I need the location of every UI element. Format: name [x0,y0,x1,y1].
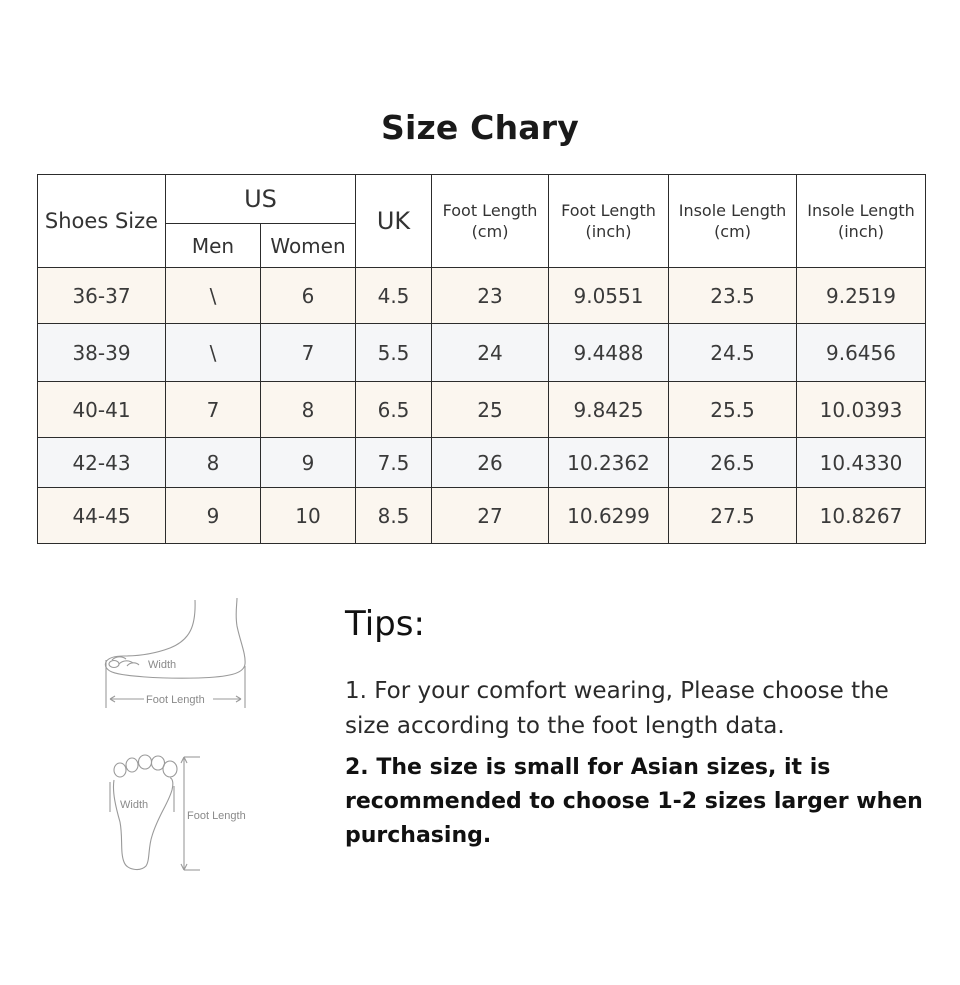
cell-uk: 8.5 [356,488,432,544]
foot-length-label: Foot Length [187,810,246,822]
cell-uk: 7.5 [356,438,432,488]
cell-insole-length-cm: 25.5 [669,382,797,438]
cell-foot-length-inch: 9.0551 [549,268,669,324]
tips-heading: Tips: [345,604,425,644]
cell-us-women: 6 [261,268,356,324]
cell-us-men: 8 [166,438,261,488]
tip-comfort: 1. For your comfort wearing, Please choose the size according to the foot length data. [345,678,889,739]
width-label: Width [120,799,149,811]
width-label: Width [148,659,177,671]
header-foot-length-inch: Foot Length (inch) [549,175,669,268]
cell-foot-length-cm: 23 [432,268,549,324]
cell-foot-length-inch: 9.4488 [549,324,669,382]
cell-insole-length-cm: 23.5 [669,268,797,324]
cell-foot-length-cm: 26 [432,438,549,488]
cell-us-women: 7 [261,324,356,382]
cell-foot-length-cm: 27 [432,488,549,544]
cell-foot-length-cm: 25 [432,382,549,438]
header-uk: UK [356,175,432,268]
cell-uk: 5.5 [356,324,432,382]
header-row-top [38,175,926,224]
cell-foot-length-inch: 9.8425 [549,382,669,438]
table-row [38,382,926,438]
header-shoes-size: Shoes Size [38,175,166,268]
tip-size-warning: 2. The size is small for Asian sizes, it is recommended to choose 1-2 sizes larger when purchasing. [345,755,923,848]
cell-us-women: 10 [261,488,356,544]
cell-shoes-size: 42-43 [38,438,166,488]
page-title: Size Chary [381,108,579,147]
cell-foot-length-cm: 24 [432,324,549,382]
table-row [38,324,926,382]
cell-shoes-size: 44-45 [38,488,166,544]
cell-foot-length-inch: 10.6299 [549,488,669,544]
cell-us-men: 9 [166,488,261,544]
cell-uk: 6.5 [356,382,432,438]
size-chart-table [37,174,926,544]
header-women: Women [261,224,356,268]
cell-foot-length-inch: 10.2362 [549,438,669,488]
table-row [38,268,926,324]
cell-insole-length-inch: 10.4330 [797,438,926,488]
cell-uk: 4.5 [356,268,432,324]
table-row [38,438,926,488]
cell-us-women: 8 [261,382,356,438]
cell-insole-length-cm: 27.5 [669,488,797,544]
cell-us-men: 7 [166,382,261,438]
cell-us-men: \ [166,268,261,324]
header-insole-length-inch: Insole Length (inch) [797,175,926,268]
cell-insole-length-cm: 26.5 [669,438,797,488]
cell-insole-length-inch: 10.0393 [797,382,926,438]
header-men: Men [166,224,261,268]
cell-insole-length-inch: 9.2519 [797,268,926,324]
cell-shoes-size: 36-37 [38,268,166,324]
header-us: US [166,175,356,224]
table-row [38,488,926,544]
header-insole-length-cm: Insole Length (cm) [669,175,797,268]
cell-insole-length-cm: 24.5 [669,324,797,382]
foot-sole-diagram [102,752,272,877]
cell-us-women: 9 [261,438,356,488]
foot-length-label: Foot Length [146,694,205,706]
header-foot-length-cm: Foot Length (cm) [432,175,549,268]
cell-insole-length-inch: 10.8267 [797,488,926,544]
foot-side-diagram [98,596,258,711]
cell-insole-length-inch: 9.6456 [797,324,926,382]
cell-shoes-size: 38-39 [38,324,166,382]
cell-shoes-size: 40-41 [38,382,166,438]
cell-us-men: \ [166,324,261,382]
